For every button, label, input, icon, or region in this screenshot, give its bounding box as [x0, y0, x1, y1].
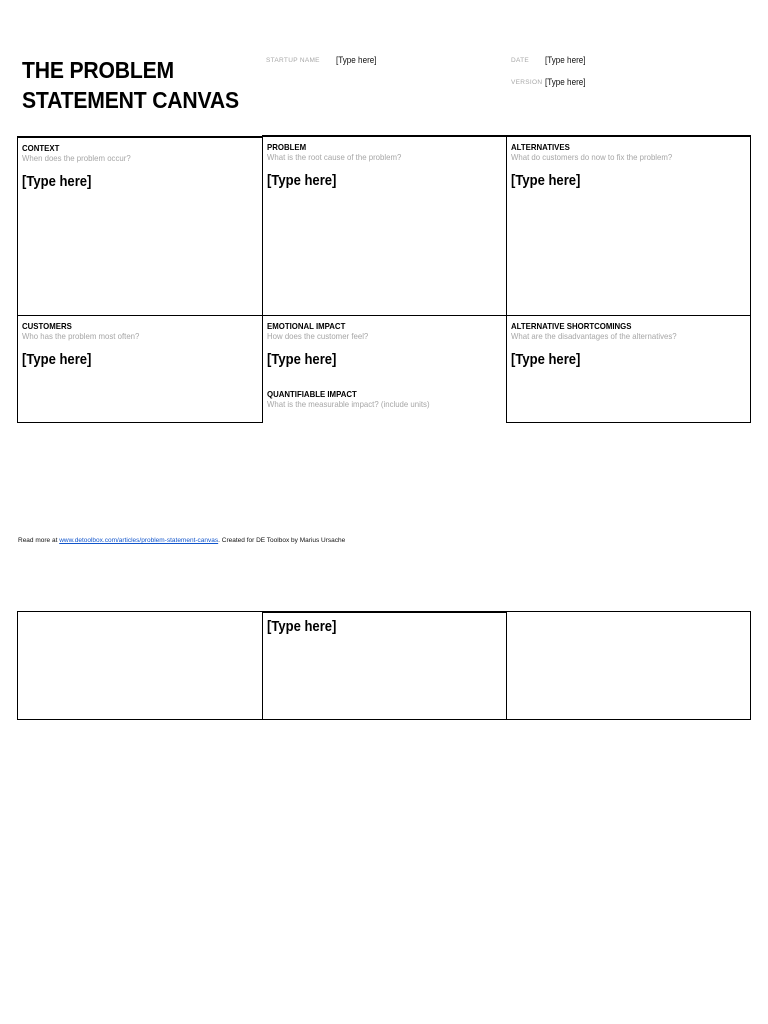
- alternatives-hint: What do customers do now to fix the problem?: [511, 152, 673, 162]
- footer-credit: [18, 537, 345, 544]
- context-value[interactable]: [Type here]: [22, 174, 92, 190]
- alternatives-cell[interactable]: [506, 135, 751, 316]
- alternatives-title: ALTERNATIVES: [511, 142, 570, 152]
- alternative-shortcomings-title: ALTERNATIVE SHORTCOMINGS: [511, 321, 632, 331]
- emotional-impact-title: EMOTIONAL IMPACT: [267, 321, 346, 331]
- problem-title: PROBLEM: [267, 142, 307, 152]
- problem-cell[interactable]: [262, 135, 507, 316]
- second-table-middle-value[interactable]: [Type here]: [267, 619, 337, 635]
- footer-prefix: Read more at: [18, 537, 60, 544]
- customers-value[interactable]: [Type here]: [22, 352, 92, 368]
- emotional-impact-value[interactable]: [Type here]: [267, 352, 337, 368]
- version-label: VERSION: [511, 79, 543, 86]
- version-field[interactable]: [Type here]: [545, 77, 586, 87]
- problem-value[interactable]: [Type here]: [267, 173, 337, 189]
- alternative-shortcomings-value[interactable]: [Type here]: [511, 352, 581, 368]
- alternative-shortcomings-hint: What are the disadvantages of the alternatives?: [511, 331, 677, 341]
- footer-link[interactable]: www.detoolbox.com/articles/problem-statement-canvas: [59, 537, 219, 544]
- emotional-impact-cell[interactable]: [262, 315, 507, 423]
- context-title: CONTEXT: [22, 143, 60, 153]
- startup-name-label: STARTUP NAME: [266, 57, 320, 64]
- page-title: [22, 55, 243, 115]
- emotional-impact-hint: How does the customer feel?: [267, 331, 369, 341]
- context-cell[interactable]: [17, 136, 263, 316]
- date-field[interactable]: [Type here]: [545, 55, 586, 65]
- date-label: DATE: [511, 57, 530, 64]
- alternatives-value[interactable]: [Type here]: [511, 173, 581, 189]
- title-line-2: STATEMENT CANVAS: [22, 87, 239, 113]
- second-table-cell-right[interactable]: [506, 611, 751, 720]
- title-line-1: THE PROBLEM: [22, 57, 174, 83]
- context-hint: When does the problem occur?: [22, 153, 131, 163]
- second-table-cell-middle[interactable]: [262, 611, 507, 720]
- startup-name-field[interactable]: [Type here]: [336, 55, 377, 65]
- customers-cell[interactable]: [17, 315, 263, 423]
- quantifiable-impact-hint: What is the measurable impact? (include units): [267, 399, 430, 409]
- footer-suffix: . Created for DE Toolbox by Marius Ursache: [218, 537, 346, 544]
- second-table-cell-left[interactable]: [17, 611, 263, 720]
- problem-hint: What is the root cause of the problem?: [267, 152, 402, 162]
- customers-hint: Who has the problem most often?: [22, 331, 140, 341]
- quantifiable-impact-title: QUANTIFIABLE IMPACT: [267, 389, 357, 399]
- alternative-shortcomings-cell[interactable]: [506, 315, 751, 423]
- customers-title: CUSTOMERS: [22, 321, 72, 331]
